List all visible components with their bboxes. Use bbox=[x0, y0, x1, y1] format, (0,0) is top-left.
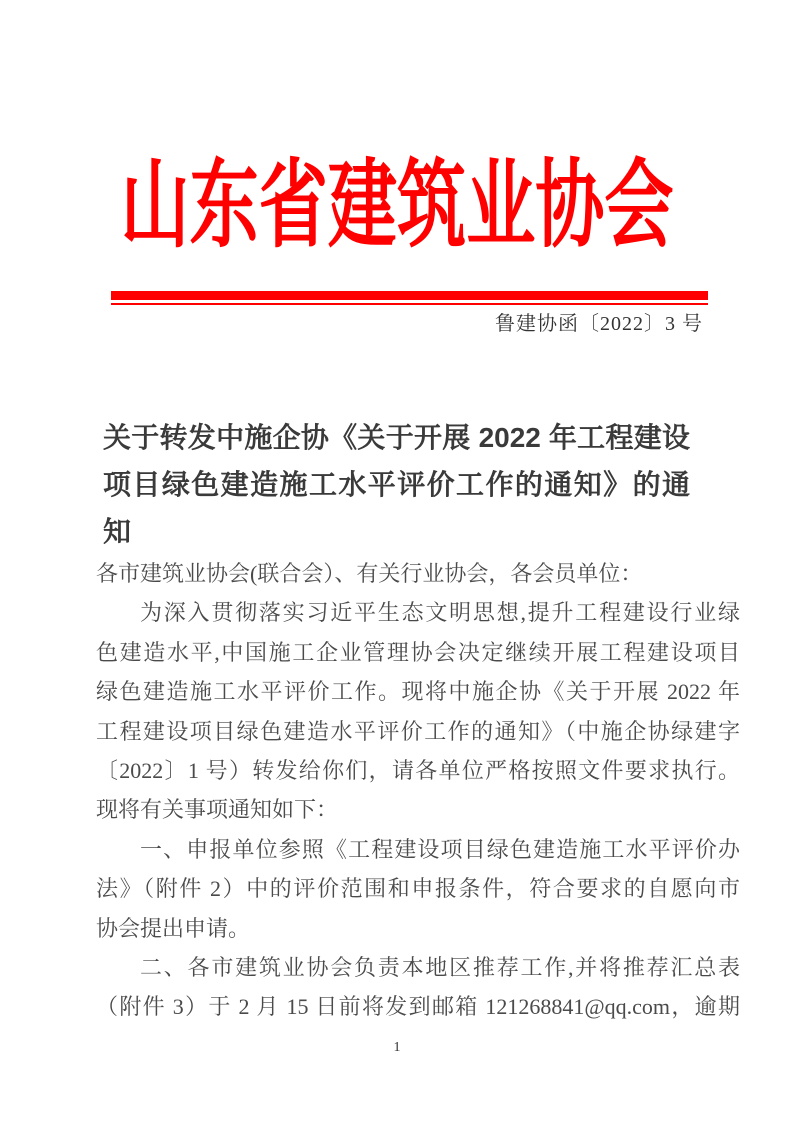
body-line: 二、各市建筑业协会负责本地区推荐工作,并将推荐汇总表 bbox=[140, 955, 740, 981]
separator-thin-bar bbox=[111, 303, 708, 305]
notice-title bbox=[103, 414, 690, 555]
body-line: 协会提出申请。 bbox=[96, 915, 251, 941]
body-line: 为深入贯彻落实习近平生态文明思想,提升工程建设行业绿 bbox=[140, 600, 740, 626]
body-line: 〔2022〕1 号）转发给你们，请各单位严格按照文件要求执行。 bbox=[96, 758, 740, 784]
body-line: （附件 3）于 2 月 15 日前将发到邮箱 121268841@qq.com，逾期 bbox=[96, 994, 740, 1020]
page-number: 1 bbox=[393, 1040, 401, 1055]
letterhead bbox=[0, 152, 794, 259]
body-line: 一、申报单位参照《工程建设项目绿色建造施工水平评价办 bbox=[140, 836, 740, 862]
body-line: 色建造水平,中国施工企业管理协会决定继续开展工程建设项目 bbox=[96, 639, 740, 665]
separator-thick-bar bbox=[111, 291, 708, 300]
notice-title-line-2: 项目绿色建造施工水平评价工作的通知》的通知 bbox=[103, 469, 690, 547]
body-line: 法》（附件 2）中的评价范围和申报条件，符合要求的自愿向市 bbox=[96, 876, 740, 902]
document-number: 鲁建协函〔2022〕3 号 bbox=[495, 313, 703, 335]
red-separator bbox=[111, 291, 708, 305]
org-name-title: 山东省建筑业协会 bbox=[120, 152, 674, 259]
notice-title-line-1: 关于转发中施企协《关于开展 2022 年工程建设 bbox=[103, 422, 690, 453]
body-line: 现将有关事项通知如下： bbox=[96, 797, 339, 823]
notice-body bbox=[96, 554, 740, 1027]
body-line-salutation: 各市建筑业协会(联合会）、有关行业协会，各会员单位： bbox=[96, 561, 643, 586]
body-line: 绿色建造施工水平评价工作。现将中施企协《关于开展 2022 年 bbox=[96, 679, 740, 705]
body-line: 工程建设项目绿色建造水平评价工作的通知》（中施企协绿建字 bbox=[96, 718, 740, 744]
